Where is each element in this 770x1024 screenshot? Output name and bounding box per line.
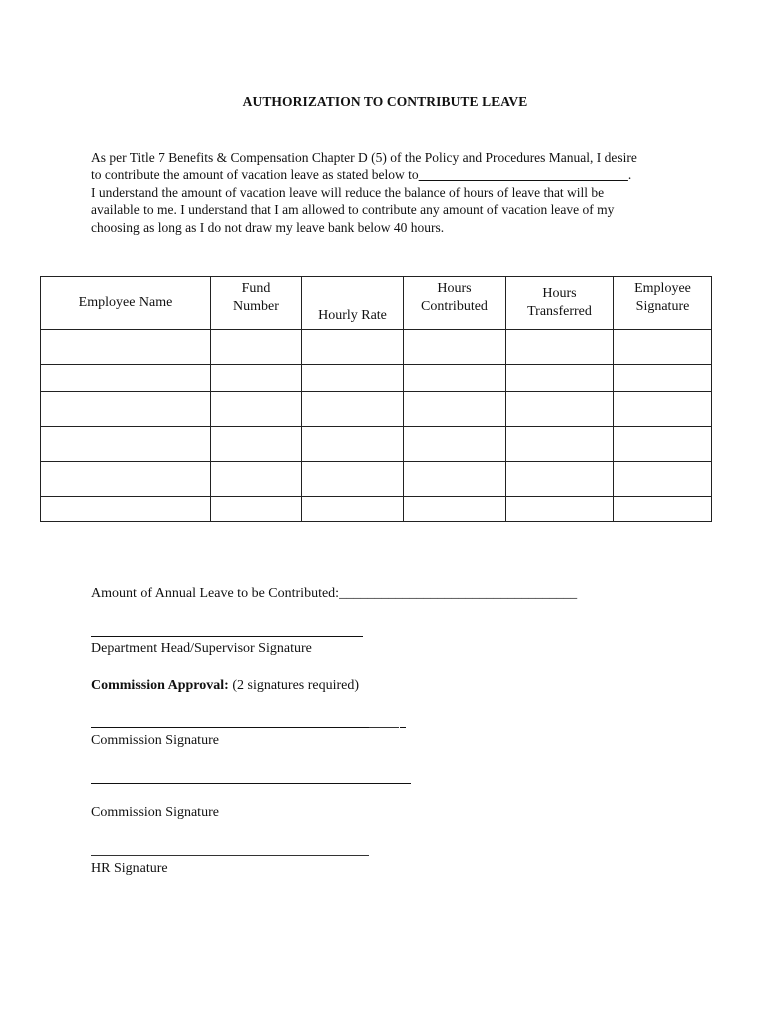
- intro-line-4: available to me. I understand that I am allowed to contribute any amount of vacation leave of my: [91, 202, 615, 218]
- cell-hours-contributed[interactable]: [404, 462, 506, 497]
- recipient-blank[interactable]: [419, 167, 628, 182]
- table-row: [41, 330, 712, 365]
- cell-fund-number[interactable]: [211, 392, 302, 427]
- header-fund-number: Fund Number: [211, 277, 302, 330]
- commission-signature-1-label: Commission Signature: [91, 733, 219, 748]
- header-employee-signature: Employee Signature: [614, 277, 712, 330]
- intro-line-2-period: .: [627, 167, 632, 183]
- commission-signature-2-label: Commission Signature: [91, 805, 219, 820]
- amount-blank[interactable]: __________________________________: [339, 586, 578, 601]
- cell-employee-signature[interactable]: [614, 330, 712, 365]
- cell-hourly-rate[interactable]: [302, 497, 404, 522]
- cell-employee-name[interactable]: [41, 497, 211, 522]
- cell-hours-contributed[interactable]: [404, 392, 506, 427]
- table-row: [41, 427, 712, 462]
- header-employee-name: Employee Name: [41, 277, 211, 330]
- cell-fund-number[interactable]: [211, 330, 302, 365]
- cell-hours-transferred[interactable]: [506, 497, 614, 522]
- header-hourly-rate: Hourly Rate: [302, 277, 404, 330]
- table-row: [41, 497, 712, 522]
- intro-paragraph: [91, 149, 691, 236]
- intro-line-2-text: to contribute the amount of vacation leave as stated below to: [91, 167, 419, 183]
- hr-signature-label: HR Signature: [91, 861, 168, 876]
- cell-employee-signature[interactable]: [614, 497, 712, 522]
- cell-employee-name[interactable]: [41, 427, 211, 462]
- cell-employee-name[interactable]: [41, 462, 211, 497]
- intro-line-5: choosing as long as I do not draw my leave bank below 40 hours.: [91, 219, 445, 235]
- cell-hourly-rate[interactable]: [302, 330, 404, 365]
- cell-employee-name[interactable]: [41, 392, 211, 427]
- cell-hours-transferred[interactable]: [506, 330, 614, 365]
- commission-signature-1-line-end: [400, 727, 406, 728]
- leave-contribution-table: [40, 276, 712, 522]
- cell-hourly-rate[interactable]: [302, 427, 404, 462]
- cell-fund-number[interactable]: [211, 497, 302, 522]
- intro-line-2: [91, 166, 691, 183]
- amount-label: Amount of Annual Leave to be Contributed:: [91, 586, 340, 601]
- cell-employee-signature[interactable]: [614, 462, 712, 497]
- cell-employee-name[interactable]: [41, 330, 211, 365]
- hr-signature-line[interactable]: [91, 855, 369, 856]
- commission-approval-heading: Commission Approval:: [91, 678, 229, 693]
- cell-employee-signature[interactable]: [614, 392, 712, 427]
- cell-employee-signature[interactable]: [614, 365, 712, 392]
- table-row: [41, 462, 712, 497]
- cell-hours-transferred[interactable]: [506, 427, 614, 462]
- cell-hourly-rate[interactable]: [302, 365, 404, 392]
- dept-head-label: Department Head/Supervisor Signature: [91, 641, 312, 656]
- amount-line: [91, 586, 577, 602]
- cell-hours-transferred[interactable]: [506, 462, 614, 497]
- cell-employee-name[interactable]: [41, 365, 211, 392]
- cell-hourly-rate[interactable]: [302, 462, 404, 497]
- cell-hours-transferred[interactable]: [506, 365, 614, 392]
- table-row: [41, 365, 712, 392]
- cell-fund-number[interactable]: [211, 427, 302, 462]
- cell-hourly-rate[interactable]: [302, 392, 404, 427]
- header-hours-transferred: Hours Transferred: [506, 277, 614, 330]
- cell-fund-number[interactable]: [211, 462, 302, 497]
- commission-approval-line: [91, 678, 359, 694]
- cell-hours-contributed[interactable]: [404, 427, 506, 462]
- intro-line-3: I understand the amount of vacation leave will reduce the balance of hours of leave that will be: [91, 184, 605, 200]
- table-row: [41, 392, 712, 427]
- commission-approval-note: (2 signatures required): [228, 678, 360, 693]
- table-header-row: [41, 277, 712, 330]
- page-title: AUTHORIZATION TO CONTRIBUTE LEAVE: [242, 94, 528, 109]
- cell-hours-contributed[interactable]: [404, 330, 506, 365]
- intro-line-1: As per Title 7 Benefits & Compensation Chapter D (5) of the Policy and Procedures Manual, I desire: [91, 150, 637, 165]
- cell-employee-signature[interactable]: [614, 427, 712, 462]
- dept-head-signature-line[interactable]: [91, 636, 363, 637]
- cell-hours-contributed[interactable]: [404, 497, 506, 522]
- header-hours-contributed: Hours Contributed: [404, 277, 506, 330]
- cell-hours-transferred[interactable]: [506, 392, 614, 427]
- commission-signature-2-line[interactable]: [91, 783, 411, 784]
- cell-fund-number[interactable]: [211, 365, 302, 392]
- cell-hours-contributed[interactable]: [404, 365, 506, 392]
- commission-signature-1-line[interactable]: [91, 727, 369, 728]
- commission-signature-1-line-tail: [369, 727, 399, 728]
